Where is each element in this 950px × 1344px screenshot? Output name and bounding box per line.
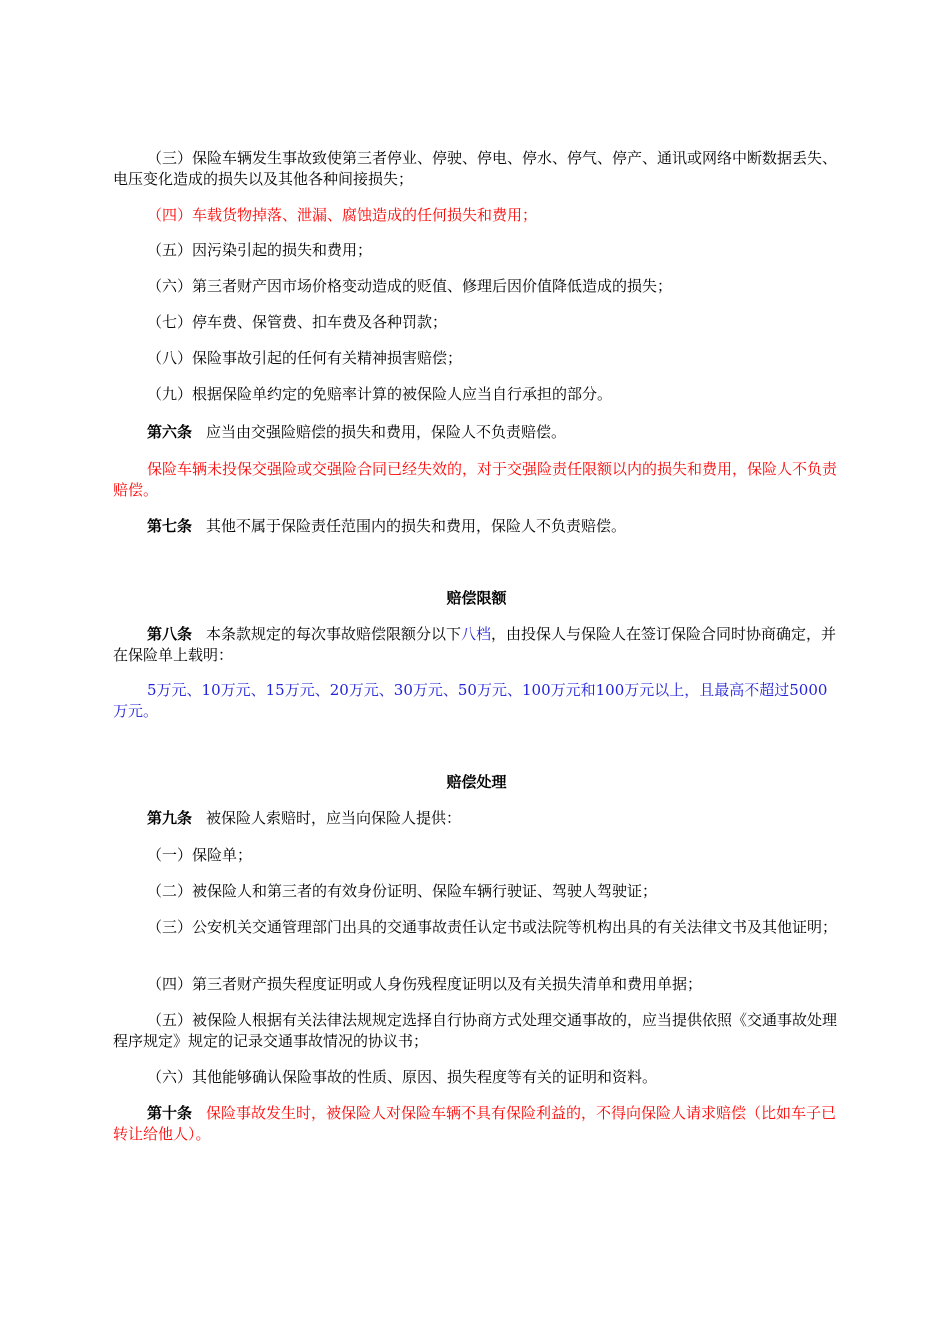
article-8-amounts: 5万元、10万元、15万元、20万元、30万元、50万元、100万元和100万元以上，且最高不超过5000万元。 [113, 681, 828, 720]
article-8-highlight: 八档 [461, 625, 492, 643]
paragraph-item-5: （五）因污染引起的损失和费用； [147, 241, 373, 259]
paragraph-item-8: （八）保险事故引起的任何有关精神损害赔偿； [147, 349, 463, 367]
article-6 [113, 422, 840, 443]
paragraph-item-9: （九）根据保险单约定的免赔率计算的被保险人应当自行承担的部分。 [147, 385, 613, 403]
article-9-item-1: （一）保险单； [147, 846, 253, 864]
article-9 [113, 808, 840, 829]
article-9-item-3: （三）公安机关交通管理部门出具的交通事故责任认定书或法院等机构出具的有关法律文书及其他证明； [147, 918, 838, 936]
article-6-note: 保险车辆未投保交强险或交强险合同已经失效的，对于交强险责任限额以内的损失和费用，保险人不负责赔偿。 [113, 460, 838, 499]
article-10 [113, 1103, 840, 1145]
article-9-item-5: （五）被保险人根据有关法律法规规定选择自行协商方式处理交通事故的，应当提供依照《交通事故处理程序规定》规定的记录交通事故情况的协议书； [113, 1011, 838, 1050]
article-10-label: 第十条 [147, 1104, 193, 1122]
section-title-claims: 赔偿处理 [446, 773, 507, 791]
article-7-label: 第七条 [147, 517, 193, 535]
article-8-label: 第八条 [147, 625, 193, 643]
article-6-text: 应当由交强险赔偿的损失和费用，保险人不负责赔偿。 [206, 423, 567, 441]
article-7 [113, 516, 840, 537]
article-6-label: 第六条 [147, 423, 193, 441]
article-9-text: 被保险人索赔时，应当向保险人提供： [206, 809, 462, 827]
article-8-text-before: 本条款规定的每次事故赔偿限额分以下 [206, 625, 462, 643]
section-title-limits: 赔偿限额 [446, 589, 507, 607]
article-10-text: 保险事故发生时，被保险人对保险车辆不具有保险利益的，不得向保险人请求赔偿（比如车子已转让给他人）。 [113, 1104, 837, 1143]
document-page [113, 0, 840, 1344]
article-8 [113, 624, 840, 666]
article-7-text: 其他不属于保险责任范围内的损失和费用，保险人不负责赔偿。 [206, 517, 627, 535]
article-8-text-after: ，由投保人与保险人在签订保险合同时协商确定，并在保险单上载明： [113, 625, 837, 664]
paragraph-item-4: （四）车载货物掉落、泄漏、腐蚀造成的任何损失和费用； [147, 206, 538, 224]
paragraph-item-3: （三）保险车辆发生事故致使第三者停业、停驶、停电、停水、停气、停产、通讯或网络中断数据丢失、电压变化造成的损失以及其他各种间接损失； [113, 149, 838, 188]
paragraph-item-6: （六）第三者财产因市场价格变动造成的贬值、修理后因价值降低造成的损失； [147, 277, 673, 295]
article-9-item-4: （四）第三者财产损失程度证明或人身伤残程度证明以及有关损失清单和费用单据； [147, 975, 703, 993]
article-9-item-2: （二）被保险人和第三者的有效身份证明、保险车辆行驶证、驾驶人驾驶证； [147, 882, 658, 900]
paragraph-item-7: （七）停车费、保管费、扣车费及各种罚款； [147, 313, 448, 331]
article-9-item-6: （六）其他能够确认保险事故的性质、原因、损失程度等有关的证明和资料。 [147, 1068, 658, 1086]
article-9-label: 第九条 [147, 809, 193, 827]
